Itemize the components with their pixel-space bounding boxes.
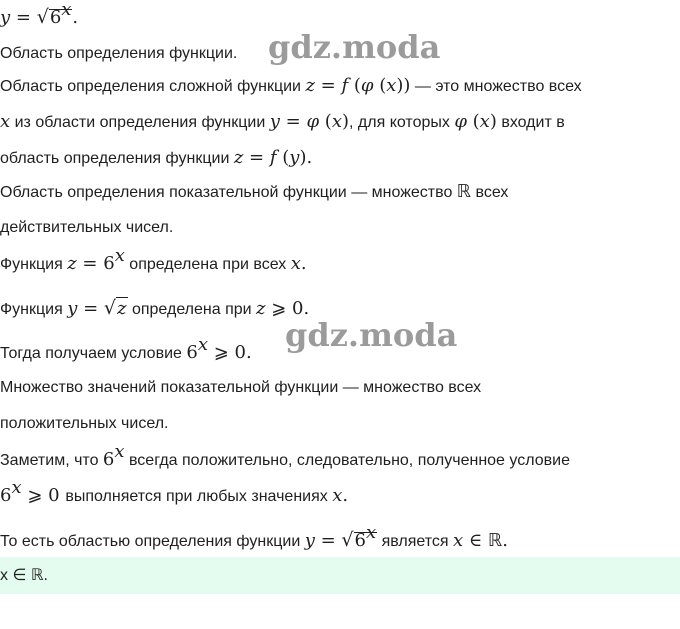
section-heading: Область определения функции. — [0, 45, 238, 62]
text-line: 6$^x$ ⩾ 0 выполняется при любых значениях x. — [0, 477, 349, 506]
text-line: Множество значений показательной функции — множество всех — [0, 379, 482, 396]
watermark-logo: gdz.moda — [268, 28, 441, 66]
answer-text: x ∈ ℝ. — [0, 567, 48, 584]
answer-box — [0, 557, 680, 594]
formula-line: $y = √6^x$. — [0, 0, 79, 28]
text-line: x из области определения функции y = φ (x), для которых φ (x) входит в — [0, 111, 565, 132]
text-line: Область определения показательной функции — множество ℝ всех — [0, 181, 509, 202]
text-line: Тогда получаем условие 6$^x$ ⩾ 0. — [0, 334, 252, 363]
text-line: То есть областью определения функции $y = √6^x$ является x ∈ ℝ. — [0, 522, 508, 551]
text-line: область определения функции z = f (y). — [0, 147, 313, 168]
text-line: Функция y = √z определена при z ⩾ 0. — [0, 297, 310, 319]
text-line: Область определения сложной функции z = f (φ (x)) — это множество всех — [0, 75, 582, 96]
text-line: положительных чисел. — [0, 415, 169, 432]
text-line: действительных чисел. — [0, 219, 174, 236]
watermark-logo: gdz.moda — [285, 316, 458, 354]
text-line: Заметим, что 6$^x$ всегда положительно, следовательно, полученное условие — [0, 441, 570, 470]
text-line: Функция $z = 6^x$ определена при всех x. — [0, 245, 307, 274]
